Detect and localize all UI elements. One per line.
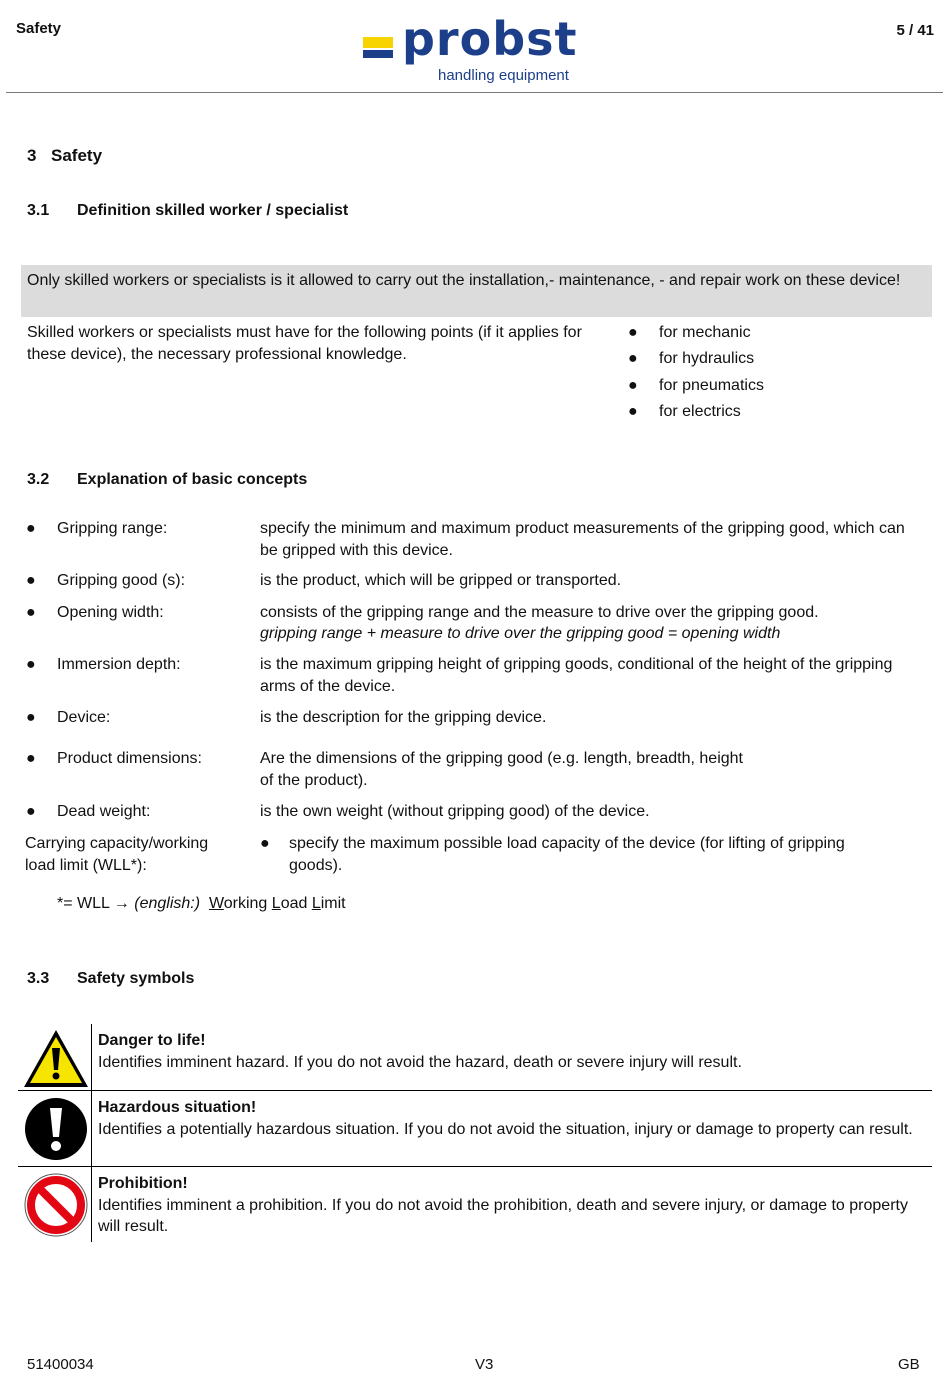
section-title: Safety [51,146,103,165]
page-number: 5 / 41 [896,22,934,39]
arrow-right-icon: → [113,895,130,912]
concept-definition: is the product, which will be gripped or transported. [260,572,622,589]
concept-definition: is the maximum gripping height of gripping goods, conditional of the height of the gripping arms of the device. [260,656,893,695]
warning-triangle-icon [21,1026,91,1092]
symbol-description: Identifies imminent hazard. If you do not avoid the hazard, death or severe injury will result. [98,1053,742,1071]
symbol-description: Identifies a potentially hazardous situation. If you do not avoid the situation, injury or damage to property can result. [98,1120,913,1138]
bullet-icon: ● [26,604,36,621]
subsection-title: Explanation of basic concepts [77,471,308,488]
capacity-term: Carrying capacity/working load limit (WLL*): [25,835,209,874]
notice-box [21,265,932,317]
bullet-icon: ● [628,376,638,394]
concept-definition: is the own weight (without gripping good) of the device. [260,803,650,820]
concept-definition: is the description for the gripping device. [260,709,547,726]
logo-wordmark: probst [402,12,578,66]
footer-version: V3 [475,1356,494,1373]
symbol-row-prohibition [18,1167,932,1242]
bullet-icon: ● [26,656,36,673]
bullet-icon: ● [26,572,36,589]
safety-symbols-table [18,1024,932,1242]
opening-width-formula: gripping range + measure to drive over the gripping good = opening width [260,625,781,642]
footer-document-number: 51400034 [27,1356,94,1373]
section-heading [27,146,102,166]
symbol-description: Identifies imminent a prohibition. If you do not avoid the prohibition, death and severe injury, or damage to property will result. [98,1196,908,1235]
subsection-number: 3.2 [27,471,50,488]
concept-definition-line1: Are the dimensions of the gripping good (e.g. length, breadth, height [260,750,743,767]
logo-blue-bar [363,50,393,58]
subsection-title: Safety symbols [77,970,195,987]
symbol-row-danger [18,1024,932,1091]
logo-subtitle: handling equipment [438,67,569,84]
subsection-number: 3.1 [27,202,50,219]
bullet-icon: ● [628,402,638,420]
concept-term: Gripping range: [57,520,168,537]
concept-term: Device: [57,709,111,726]
bullet-icon: ● [26,803,36,820]
subsection-heading-3-1 [27,202,348,220]
subsection-heading-3-3 [27,970,194,988]
bullet-icon: ● [26,750,36,767]
prohibition-icon [23,1172,89,1238]
exclamation-circle-icon [23,1096,89,1162]
symbol-row-hazardous [18,1091,932,1167]
bullet-icon: ● [628,324,638,341]
symbol-title: Danger to life! [98,1032,206,1049]
concept-definition: specify the minimum and maximum product measurements of the gripping good, which can be gripped with this device. [260,520,905,559]
bullet-icon: ● [26,709,36,726]
skilled-worker-text: Skilled workers or specialists must have for the following points (if it applies for these device), the necessary professional knowledge. [27,324,582,363]
capacity-definition: specify the maximum possible load capacity of the device (for lifting of gripping goods). [289,835,845,874]
subsection-number: 3.3 [27,970,50,987]
header-section-title: Safety [16,20,62,37]
subsection-title: Definition skilled worker / specialist [77,202,349,219]
concept-term: Dead weight: [57,803,151,820]
wll-footnote: *= WLL → (english:) Working Load Limit [57,895,346,912]
footer-language: GB [898,1356,920,1373]
concept-definition-line2: of the product). [260,772,368,789]
concept-definition: consists of the gripping range and the measure to drive over the gripping good. [260,604,819,621]
header-divider [6,92,943,93]
notice-text: Only skilled workers or specialists is it allowed to carry out the installation,- maintenance, - and repair work on these device! [27,272,901,289]
logo-yellow-bar [363,37,393,48]
concept-term: Product dimensions: [57,750,202,767]
probst-logo [362,12,592,88]
symbol-title: Prohibition! [98,1175,188,1192]
symbol-title: Hazardous situation! [98,1099,257,1116]
bullet-icon: ● [628,350,638,368]
concept-term: Gripping good (s): [57,572,186,589]
subsection-heading-3-2 [27,471,307,489]
section-number: 3 [27,146,37,165]
concept-term: Opening width: [57,604,164,621]
bullet-icon: ● [260,835,270,852]
concept-term: Immersion depth: [57,656,181,673]
bullet-icon: ● [26,520,36,537]
